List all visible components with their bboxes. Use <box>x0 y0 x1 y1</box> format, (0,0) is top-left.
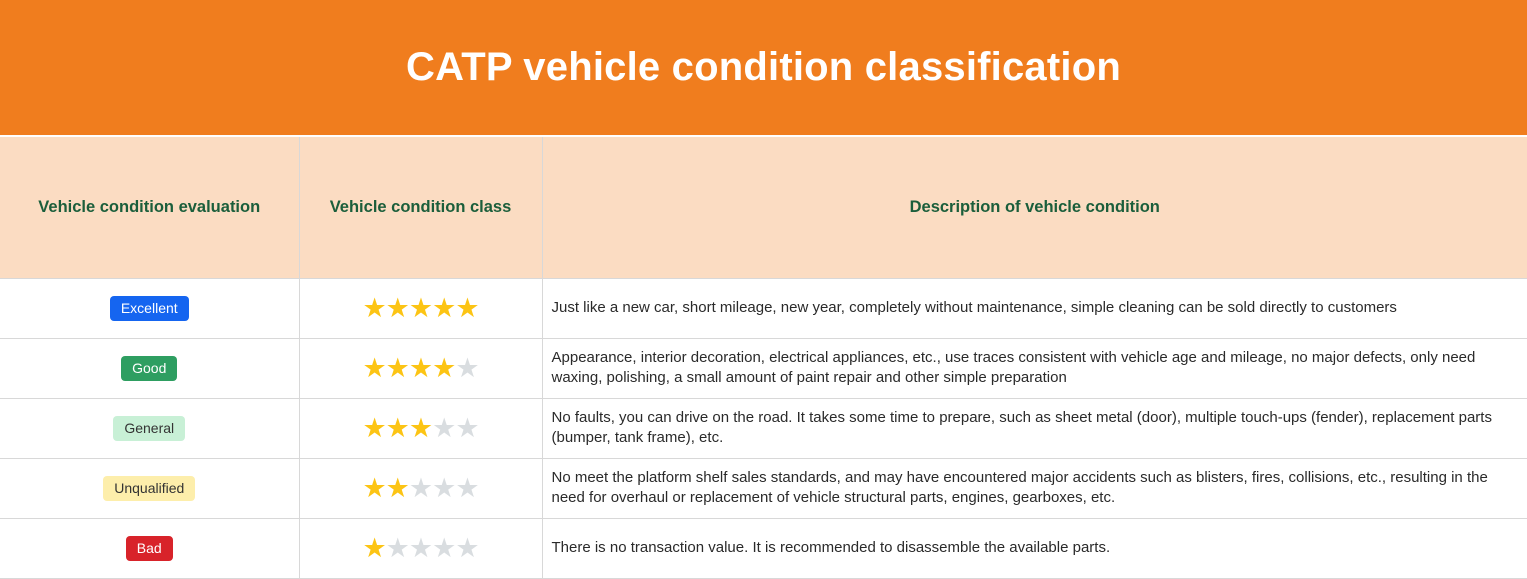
status-badge: Bad <box>126 536 173 561</box>
column-header-evaluation: Vehicle condition evaluation <box>0 137 299 278</box>
star-filled-icon: ★ <box>385 472 409 503</box>
status-badge: Excellent <box>110 296 189 321</box>
star-rating <box>299 278 542 338</box>
star-filled-icon: ★ <box>362 532 386 563</box>
star-rating <box>299 518 542 578</box>
evaluation-cell <box>0 398 299 458</box>
star-filled-icon: ★ <box>385 352 409 383</box>
star-empty-icon: ★ <box>408 532 433 563</box>
star-filled-icon: ★ <box>408 352 433 383</box>
evaluation-cell <box>0 458 299 518</box>
description-cell: No meet the platform shelf sales standards, and may have encountered major accidents such as blisters, fires, collisions, etc., resulting in the need for overhaul or replacement of vehicle structural parts, engines, gearboxes, etc. <box>542 458 1527 518</box>
status-badge: General <box>113 416 185 441</box>
description-cell: No faults, you can drive on the road. It takes some time to prepare, such as sheet metal (door), multiple touch-ups (fender), replacement parts (bumper, tank frame), etc. <box>542 398 1527 458</box>
star-filled-icon: ★ <box>385 292 409 323</box>
column-header-description: Description of vehicle condition <box>542 137 1527 278</box>
description-cell: There is no transaction value. It is recommended to disassemble the available parts. <box>542 518 1527 578</box>
star-filled-icon: ★ <box>362 472 386 503</box>
table-body <box>0 278 1527 578</box>
page-title: CATP vehicle condition classification <box>406 45 1121 89</box>
evaluation-cell <box>0 338 299 398</box>
table-row <box>0 398 1527 458</box>
star-rating <box>299 398 542 458</box>
star-empty-icon: ★ <box>432 472 456 503</box>
status-badge: Good <box>121 356 177 381</box>
star-empty-icon: ★ <box>455 472 479 503</box>
description-cell: Appearance, interior decoration, electrical appliances, etc., use traces consistent with vehicle age and mileage, no major defects, only need waxing, polishing, a small amount of paint repair and other simple preparation <box>542 338 1527 398</box>
star-filled-icon: ★ <box>432 352 456 383</box>
star-filled-icon: ★ <box>408 292 433 323</box>
star-empty-icon: ★ <box>432 412 456 443</box>
table-row <box>0 338 1527 398</box>
table-row <box>0 458 1527 518</box>
star-filled-icon: ★ <box>455 292 479 323</box>
star-filled-icon: ★ <box>362 292 386 323</box>
status-badge: Unqualified <box>103 476 195 501</box>
table-row <box>0 518 1527 578</box>
table-row <box>0 278 1527 338</box>
star-empty-icon: ★ <box>385 532 409 563</box>
star-filled-icon: ★ <box>385 412 409 443</box>
star-empty-icon: ★ <box>455 352 479 383</box>
description-cell: Just like a new car, short mileage, new year, completely without maintenance, simple cleaning can be sold directly to customers <box>542 278 1527 338</box>
star-rating <box>299 338 542 398</box>
star-filled-icon: ★ <box>408 412 433 443</box>
title-banner <box>0 0 1527 137</box>
star-empty-icon: ★ <box>455 532 479 563</box>
star-empty-icon: ★ <box>408 472 433 503</box>
column-header-class: Vehicle condition class <box>299 137 542 278</box>
vehicle-condition-table <box>0 137 1527 579</box>
table-header <box>0 137 1527 278</box>
star-filled-icon: ★ <box>362 412 386 443</box>
star-rating <box>299 458 542 518</box>
star-empty-icon: ★ <box>432 532 456 563</box>
star-filled-icon: ★ <box>362 352 386 383</box>
evaluation-cell <box>0 518 299 578</box>
star-filled-icon: ★ <box>432 292 456 323</box>
star-empty-icon: ★ <box>455 412 479 443</box>
table-header-row <box>0 137 1527 278</box>
evaluation-cell <box>0 278 299 338</box>
